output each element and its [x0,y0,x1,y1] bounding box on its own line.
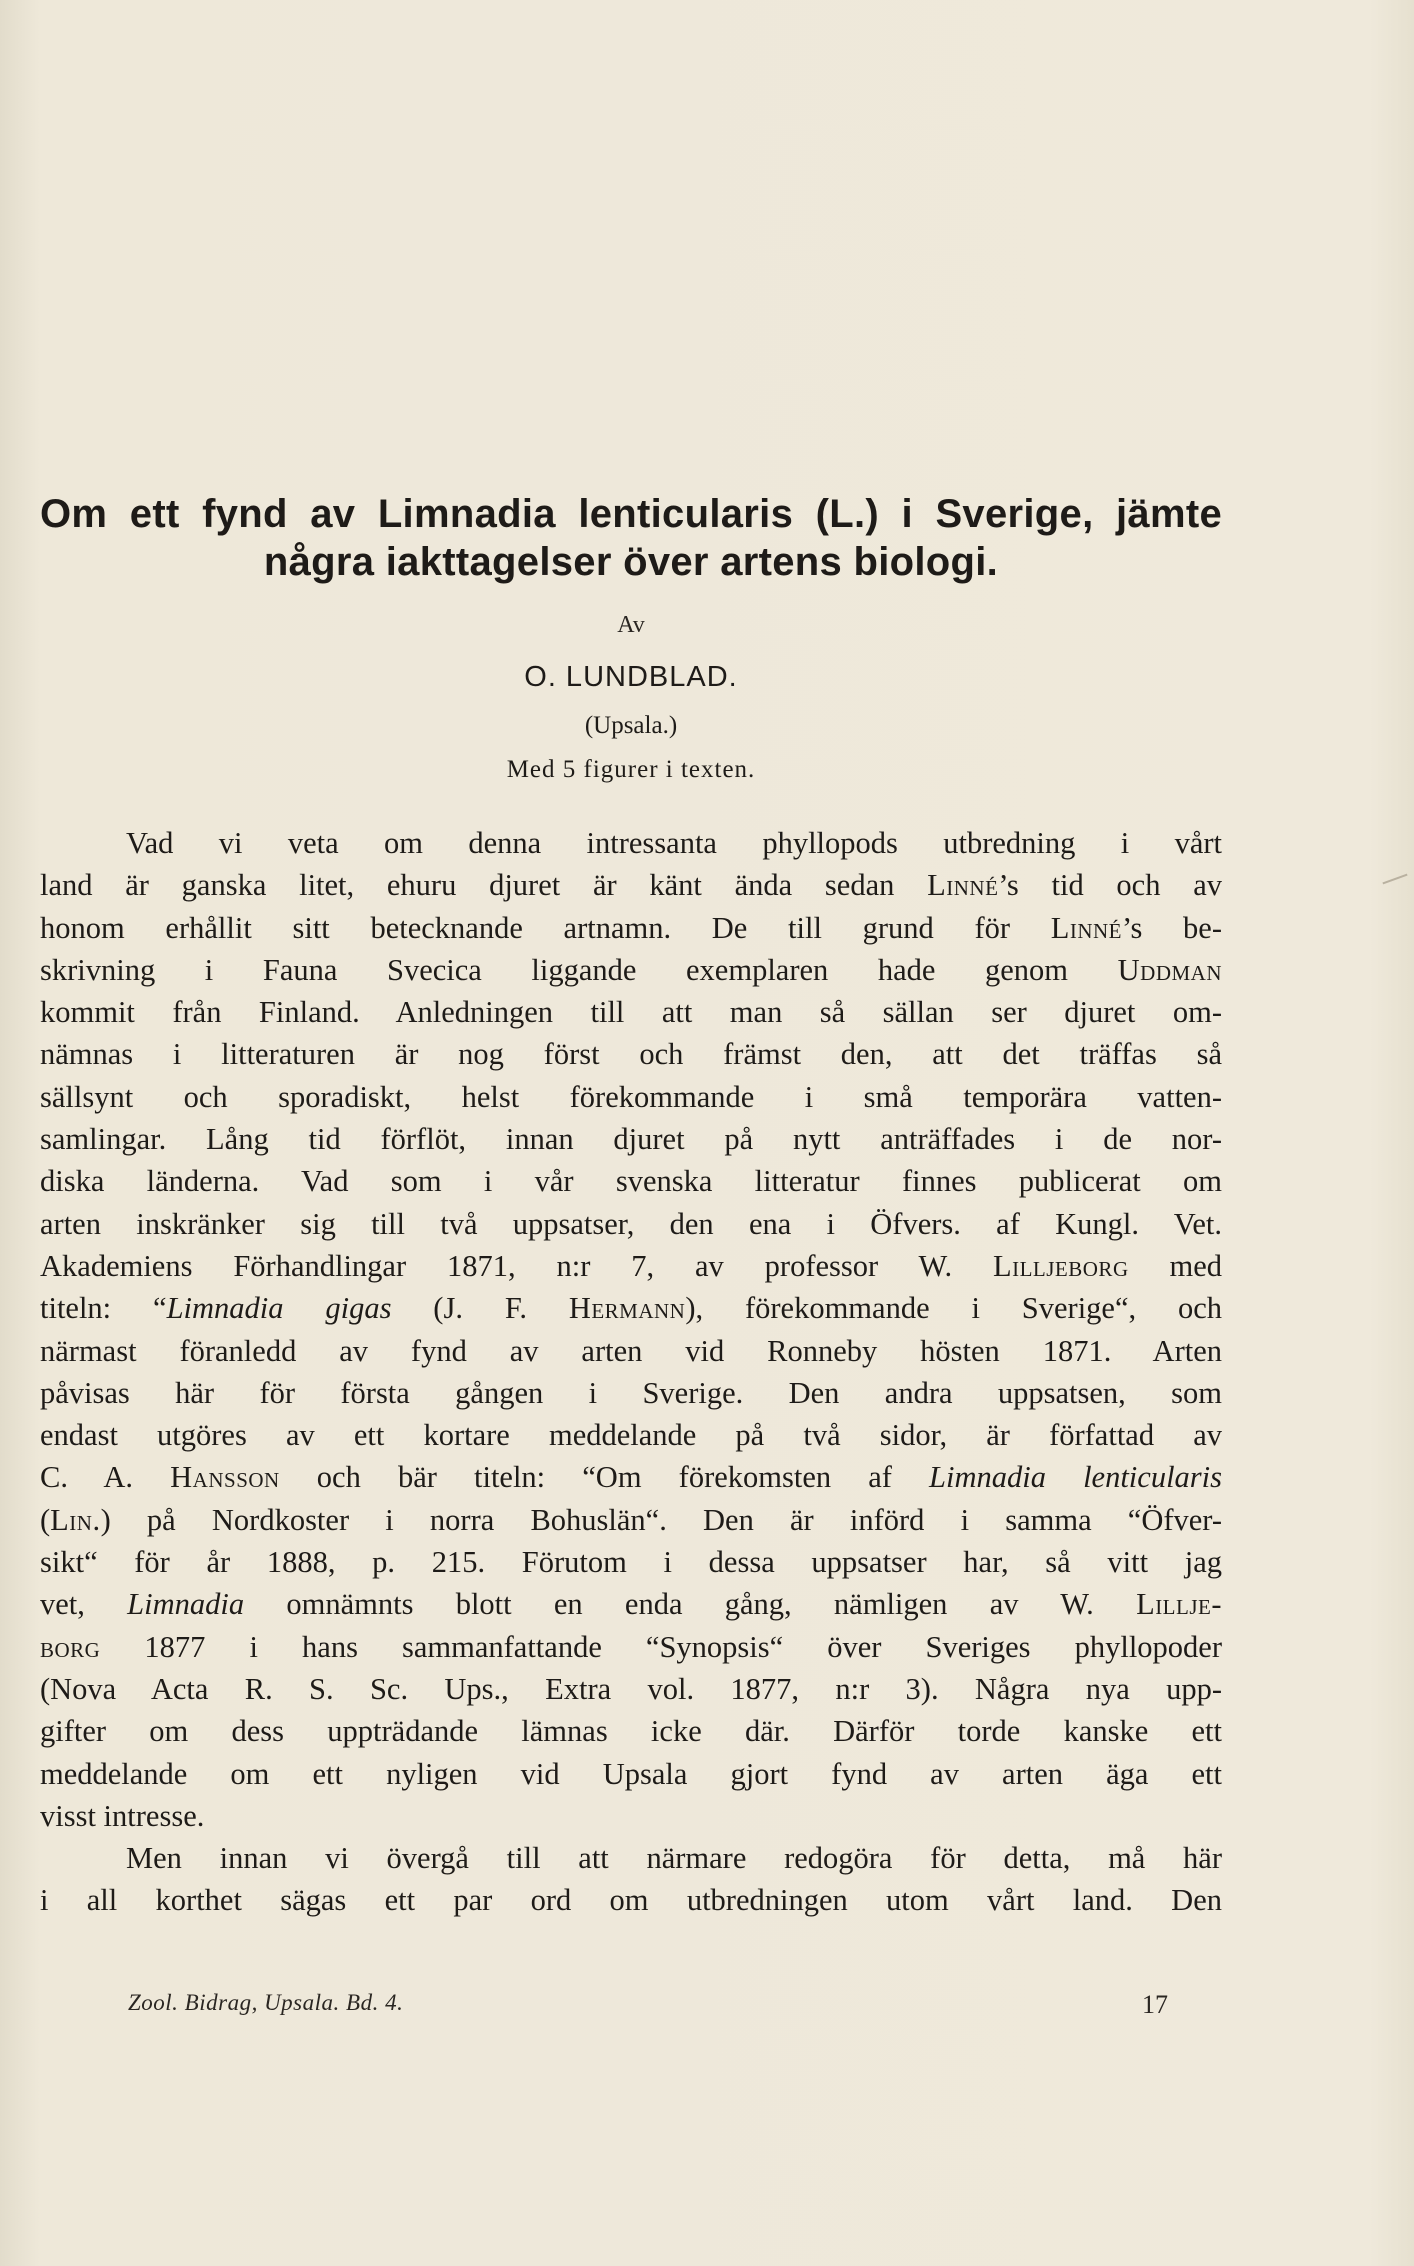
author-reference: Uddman [1117,952,1222,987]
text-run: (Nova Acta R. S. Sc. Ups., Extra vol. 1877, n:r 3). Några nya upp- [40,1671,1222,1706]
text-run: visst intresse. [40,1798,205,1833]
journal-reference: Zool. Bidrag, Upsala. Bd. 4. [128,1990,404,2015]
body-line [40,1076,1222,1118]
author-reference: Lillje- [1136,1587,1222,1622]
text-run: arten inskränker sig till två uppsatser, den ena i Öfvers. af Kungl. Vet. [40,1206,1222,1241]
text-run: honom erhållit sitt betecknande artnamn. De till grund för [40,910,1051,945]
body-line [40,1583,1222,1625]
body-line [40,1626,1222,1668]
text-run: i all korthet sägas ett par ord om utbredningen utom vårt land. Den [40,1883,1222,1918]
body-line [40,1456,1222,1498]
author-name: O. LUNDBLAD. [524,661,738,693]
text-run: ) på Nordkoster i norra Bohuslän“. Den är införd i samma “Öfver- [100,1502,1222,1537]
text-run: sällsynt och sporadiskt, helst förekommande i små temporära vatten- [40,1079,1222,1114]
body-line [40,1160,1222,1202]
title-line-1: Om ett fynd av Limnadia lenticularis (L.) i Sverige, jämte [40,492,1222,536]
body-line [40,907,1222,949]
text-run: sikt“ för år 1888, p. 215. Förutom i dessa uppsatser har, så vitt jag [40,1545,1222,1580]
body-line [40,1118,1222,1160]
body-line [40,1372,1222,1414]
body-line [40,1287,1222,1329]
text-run: omnämnts blott en enda gång, nämligen av W. [244,1587,1137,1622]
text-run: skrivning i Fauna Svecica liggande exemplaren hade genom [40,952,1118,987]
text-run: ), förekommande i Sverige“, och [685,1291,1222,1326]
text-run: C. A. [40,1460,171,1495]
text-run: Akademiens Förhandlingar 1871, n:r 7, av professor W. [40,1248,993,1283]
author-reference: Linné [927,868,999,903]
text-run: gifter om dess uppträdande lämnas icke där. Därför torde kanske ett [40,1714,1222,1749]
text-run: meddelande om ett nyligen vid Upsala gjort fynd av arten äga ett [40,1756,1222,1791]
body-line [40,1753,1222,1795]
taxon-name: Limnadia lenticularis [929,1460,1222,1495]
body-line [40,1330,1222,1372]
text-run: land är ganska litet, ehuru djuret är känt ända sedan [40,868,928,903]
text-run: (J. F. [391,1291,569,1326]
text-run: samlingar. Lång tid förflöt, innan djuret på nytt anträffades i de nor- [40,1122,1222,1157]
byline: Av [617,612,645,638]
text-run: ’s be- [1122,910,1222,945]
page-footer [128,1990,1168,2019]
text-run: Vad vi veta om denna intressanta phyllopods utbredning i vårt [126,826,1222,860]
author-affiliation: (Upsala.) [584,712,678,739]
body-line [40,1879,1222,1921]
body-line [40,1541,1222,1583]
body-line [40,1414,1222,1456]
text-run: ’s tid och av [998,868,1222,903]
figures-note: Med 5 figurer i texten. [506,756,756,783]
body-line [40,1203,1222,1245]
taxon-name: Limnadia gigas [166,1291,392,1326]
author-reference: borg [40,1629,101,1664]
text-run: endast utgöres av ett kortare meddelande på två sidor, är författad av [40,1418,1222,1453]
text-run: närmast föranledd av fynd av arten vid Ronneby hösten 1871. Arten [40,1333,1222,1368]
body-line [40,1668,1222,1710]
body-line [40,1710,1222,1752]
author-reference: Lin. [50,1502,101,1537]
text-run: påvisas här för första gången i Sverige. Den andra uppsatsen, som [40,1375,1222,1410]
taxon-name: Limnadia [127,1587,245,1622]
margin-mark [1382,874,1407,885]
body-line [40,1033,1222,1075]
text-run: nämnas i litteraturen är nog först och främst den, att det träffas så [40,1037,1222,1072]
article-title [40,490,1222,586]
text-run: ( [40,1502,51,1537]
text-column [40,490,1222,1922]
author-reference: Hansson [170,1460,280,1495]
title-line-2: några iakttagelser över artens biologi. [263,540,999,584]
author-reference: Hermann [568,1291,686,1326]
body-line [40,1795,1222,1837]
author-reference: Linné [1050,910,1123,945]
text-run: vet, [40,1587,128,1622]
body-line [40,864,1222,906]
text-run: med [1128,1248,1222,1283]
body-text [40,822,1222,1922]
body-line [40,949,1222,991]
body-line [40,1837,1222,1879]
text-run: kommit från Finland. Anledningen till att man så sällan ser djuret om- [40,995,1222,1030]
text-run: titeln: “ [40,1291,167,1326]
text-run: diska länderna. Vad som i vår svenska litteratur finnes publicerat om [40,1164,1222,1199]
body-line [40,1499,1222,1541]
text-run: 1877 i hans sammanfattande “Synopsis“ över Sveriges phyllopoder [100,1629,1222,1664]
author-reference: Lilljeborg [992,1248,1129,1283]
text-run: Men innan vi övergå till att närmare redogöra för detta, må här [126,1841,1222,1876]
page-number: 17 [1142,1990,1168,2019]
body-line [40,991,1222,1033]
body-line [40,1245,1222,1287]
body-line [40,822,1222,864]
text-run: och bär titeln: “Om förekomsten af [279,1460,930,1495]
